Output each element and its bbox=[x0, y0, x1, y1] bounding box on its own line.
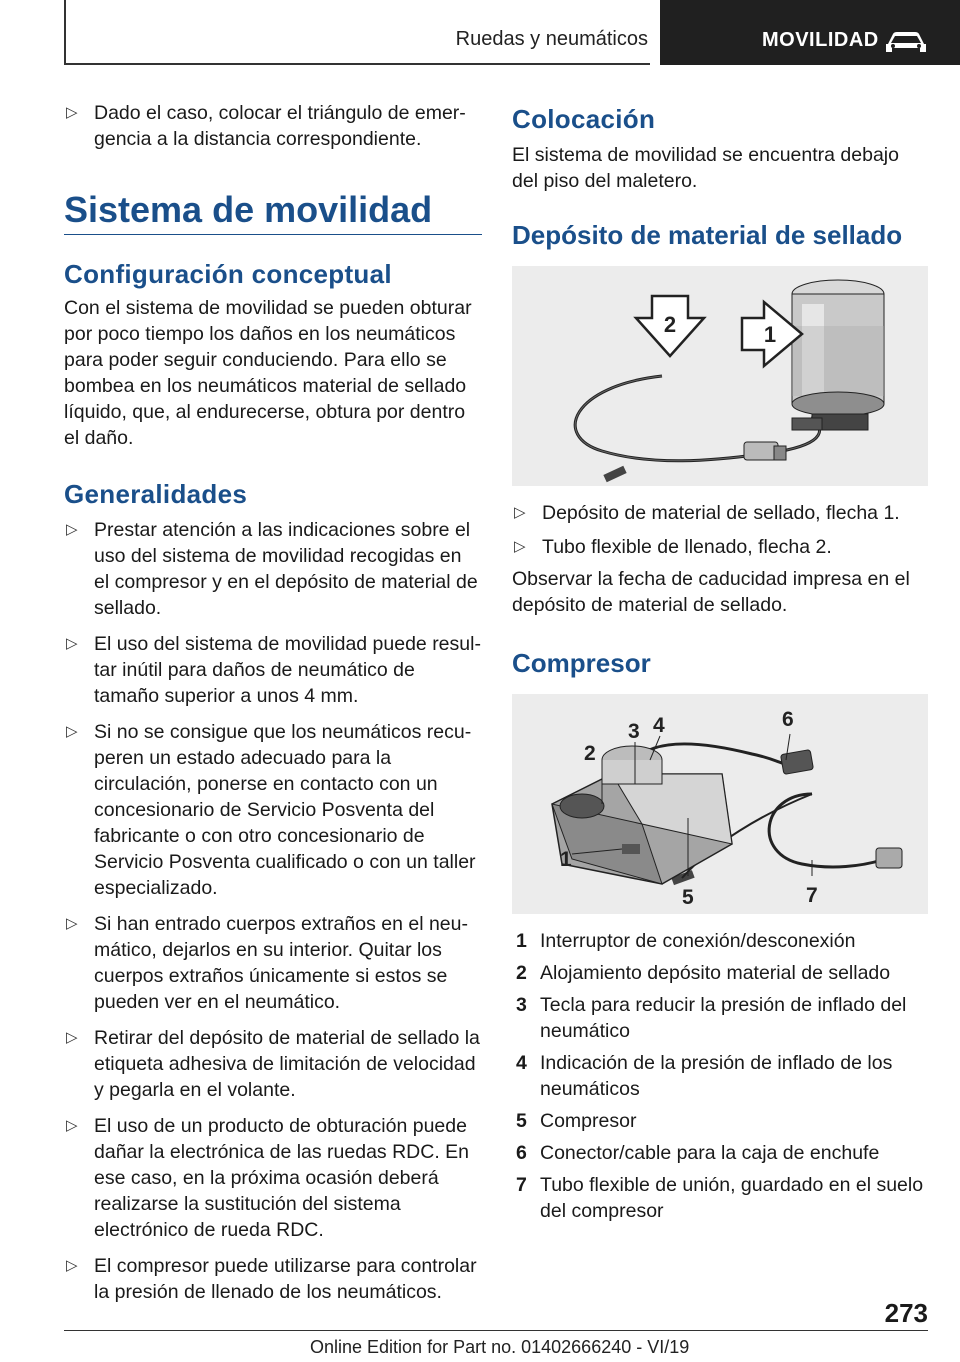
list-item: ▷ El compresor puede utilizarse para controlar la presión de llenado de los neumáticos. bbox=[66, 1255, 477, 1303]
item-number: 2 bbox=[516, 962, 527, 984]
left-column bbox=[64, 100, 482, 1315]
triangle-bullet-icon: ▷ bbox=[514, 504, 526, 521]
car-icon bbox=[884, 28, 928, 56]
list-item: ▷ Prestar atención a las indicaciones sobre el uso del sistema de movilidad recogidas en el compresor y en el depósito de material de sellado. bbox=[66, 519, 478, 619]
deposit-illustration bbox=[512, 266, 928, 486]
heading-placement: Colocación bbox=[512, 104, 656, 134]
item-number: 7 bbox=[516, 1174, 527, 1196]
figure-label: 1 bbox=[763, 322, 777, 347]
figure-label: 3 bbox=[628, 720, 640, 743]
triangle-bullet-icon: ▷ bbox=[66, 104, 78, 121]
heading-general: Generalidades bbox=[64, 479, 248, 509]
heading-compressor: Compresor bbox=[512, 648, 651, 678]
list-item: 4 Indicación de la presión de inflado de los neumáticos bbox=[516, 1052, 893, 1100]
triangle-bullet-icon: ▷ bbox=[66, 1117, 78, 1134]
item-number: 4 bbox=[516, 1052, 527, 1074]
header-rule-left bbox=[64, 0, 66, 64]
triangle-bullet-icon: ▷ bbox=[66, 723, 78, 740]
triangle-bullet-icon: ▷ bbox=[66, 1257, 78, 1274]
heading-deposit: Depósito de material de sellado bbox=[512, 220, 903, 250]
figure-label: 6 bbox=[782, 708, 794, 731]
triangle-bullet-icon: ▷ bbox=[514, 538, 526, 555]
heading-concept: Configuración conceptual bbox=[64, 259, 392, 289]
triangle-bullet-icon: ▷ bbox=[66, 1029, 78, 1046]
page-number: 273 bbox=[884, 1298, 928, 1328]
header-rule-bottom bbox=[64, 63, 650, 65]
chapter-tab-label: MOVILIDAD bbox=[762, 29, 879, 51]
edition-footer: Online Edition for Part no. 01402666240 - VI/19 bbox=[310, 1337, 690, 1357]
chapter-tab bbox=[660, 0, 960, 65]
figure-label: 5 bbox=[682, 886, 694, 909]
item-number: 5 bbox=[516, 1110, 527, 1132]
deposit-note: Observar la fecha de caducidad impresa en el depósito de material de sellado. bbox=[512, 568, 910, 616]
list-item: ▷ El uso del sistema de movilidad puede resultar inútil para daños de neumático de tamaño superior a unos 4 mm. bbox=[66, 633, 481, 707]
list-item: ▷ Retirar del depósito de material de sellado la etiqueta adhesiva de limitación de velocidad y pegarla en el volante. bbox=[66, 1027, 480, 1101]
figure-label: 7 bbox=[806, 884, 818, 907]
item-number: 3 bbox=[516, 994, 527, 1016]
main-heading: Sistema de movilidad bbox=[64, 189, 433, 230]
right-column bbox=[512, 100, 928, 1230]
main-heading-wrap bbox=[64, 190, 482, 235]
triangle-bullet-icon: ▷ bbox=[66, 635, 78, 652]
item-number: 6 bbox=[516, 1142, 527, 1164]
deposit-bullet-list bbox=[512, 500, 928, 560]
compressor-figure bbox=[512, 694, 928, 914]
item-number: 1 bbox=[516, 930, 527, 952]
list-item: ▷ Dado el caso, colocar el triángulo de emergencia a la distancia correspondiente. bbox=[66, 102, 466, 150]
list-item: ▷ Tubo flexible de llenado, flecha 2. bbox=[514, 536, 832, 558]
section-title: Ruedas y neumáticos bbox=[455, 28, 648, 50]
placement-paragraph: El sistema de movilidad se encuentra debajo del piso del maletero. bbox=[512, 144, 899, 192]
list-item: ▷ Si no se consigue que los neumáticos recuperen un estado adecuado para la circulación, ponerse en contacto con un concesionario de Servicio Posventa del fabricante o con otro concesionario de Servicio Posventa cualificado o con un taller especializado. bbox=[66, 721, 476, 899]
list-item: ▷ Si han entrado cuerpos extraños en el neumático, dejarlos en su interior. Quitar los cuerpos extraños únicamente si estos se pueden ver en el neumático. bbox=[66, 913, 469, 1013]
list-item: 5 Compresor bbox=[516, 1110, 637, 1132]
footer-rule bbox=[64, 1330, 928, 1331]
figure-label: 2 bbox=[663, 312, 677, 337]
compressor-parts-list bbox=[512, 928, 928, 1224]
figure-label: 1 bbox=[560, 848, 572, 871]
list-item: 1 Interruptor de conexión/desconexión bbox=[516, 930, 856, 952]
general-bullet-list bbox=[64, 517, 482, 1305]
triangle-bullet-icon: ▷ bbox=[66, 521, 78, 538]
list-item: 6 Conector/cable para la caja de enchufe bbox=[516, 1142, 880, 1164]
list-item: 7 Tubo flexible de unión, guardado en el suelo del compresor bbox=[516, 1174, 924, 1222]
figure-label: 2 bbox=[584, 742, 596, 765]
deposit-figure bbox=[512, 266, 928, 486]
list-item: ▷ El uso de un producto de obturación puede dañar la electrónica de las ruedas RDC. En ese caso, en la próxima ocasión deberá realizarse la sustitución del sistema electrónico de rueda RDC. bbox=[66, 1115, 470, 1241]
triangle-bullet-icon: ▷ bbox=[66, 915, 78, 932]
concept-paragraph: Con el sistema de movilidad se pueden obturar por poco tiempo los daños en los neumáticos para poder seguir conduciendo. Para ello se bombea en los neumáticos material de sellado líquido, que, al endurecerse, obtura por dentro el daño. bbox=[64, 297, 472, 449]
compressor-illustration bbox=[512, 694, 928, 914]
list-item: 3 Tecla para reducir la presión de inflado del neumático bbox=[516, 994, 907, 1042]
list-item: 2 Alojamiento depósito material de sellado bbox=[516, 962, 891, 984]
figure-label: 4 bbox=[653, 714, 665, 737]
list-item: ▷ Depósito de material de sellado, flecha 1. bbox=[514, 502, 900, 524]
